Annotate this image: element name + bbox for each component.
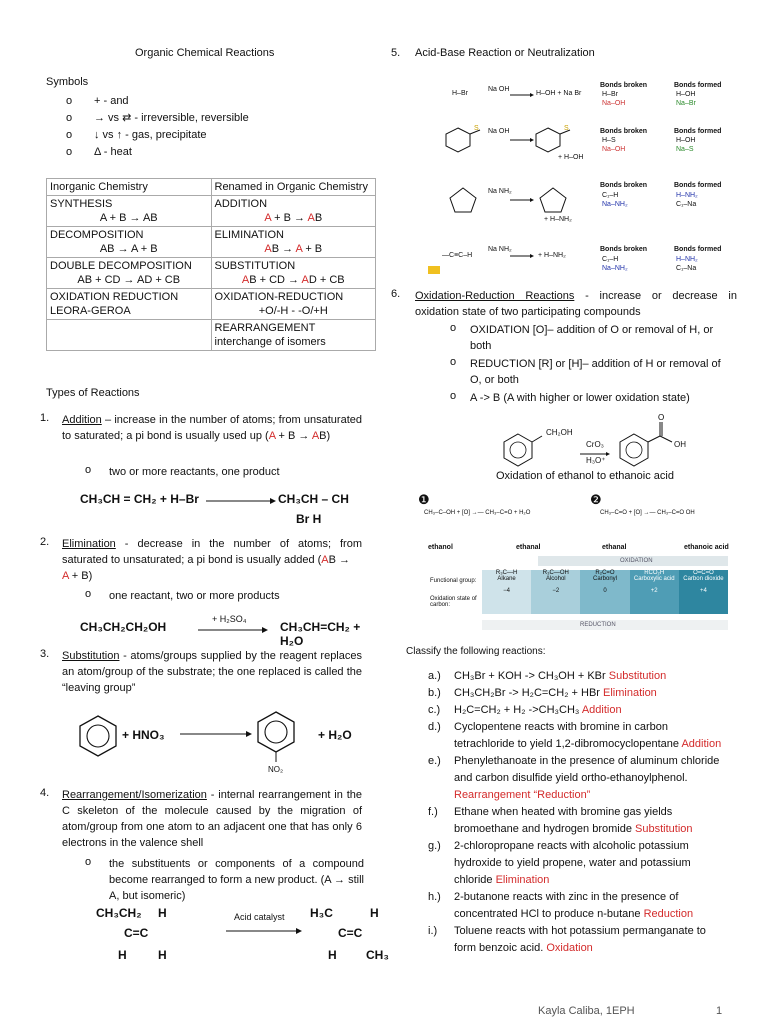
table-header — [47, 179, 376, 196]
desc: - atoms/groups supplied by the reagent replaces an atom/group of the substrate; the one replaced is called the “leaving group” — [62, 650, 362, 694]
desc: - decrease in the number of atoms; from saturated to unsaturated; a pi bond is usually added ( — [62, 538, 362, 566]
item-number: 4. — [40, 787, 50, 799]
functional-group-label: Functional group: — [430, 578, 477, 584]
equation-left: CH₃CH₂CH₂OH — [80, 620, 167, 634]
svg-text:S: S — [474, 125, 479, 132]
ethanol-label: ethanol — [428, 544, 453, 551]
base: Na NH₂ — [488, 246, 512, 253]
equation-right-sub: Br H — [296, 512, 322, 526]
page-title: Organic Chemical Reactions — [135, 47, 275, 59]
bullet-marker: o — [85, 856, 92, 868]
reaction-arrow — [510, 254, 534, 258]
group-cell: O=C=O Carbon dioxide +4 — [679, 570, 728, 614]
table-row — [47, 320, 376, 351]
ethanal-label: ethanal — [602, 544, 627, 551]
bond: Na–Br — [676, 100, 696, 107]
catalyst-label: Acid catalyst — [234, 912, 285, 922]
bond: Na–NH₂ — [602, 265, 628, 272]
cell-title: SUBSTITUTION — [214, 260, 296, 272]
highlight-marker — [428, 266, 440, 274]
desc: - internal rearrangement in the C skeleton of the molecule caused by the migration of atom/group from one atom to an adjacent one that has only 6 electrons in the valence shell — [62, 789, 362, 849]
group-cell: R₃C—OH Alcohol −2 — [531, 570, 580, 614]
classify-list — [428, 668, 728, 957]
reaction-arrow — [510, 138, 534, 142]
term: Rearrangement/Isomerization — [62, 789, 207, 801]
term: Oxidation-Reduction Reactions — [415, 290, 575, 302]
table-head-cell: Renamed in Organic Chemistry — [211, 179, 376, 196]
cyclohexyl-thiol — [446, 126, 482, 156]
classify-heading: Classify the following reactions: — [406, 646, 546, 657]
oxidation-scale — [430, 556, 730, 636]
sub-label: H — [158, 948, 167, 962]
bond: C₁–H — [602, 192, 619, 199]
bonds-broken-label: Bonds broken — [600, 82, 648, 89]
bonds-formed-label: Bonds formed — [674, 182, 722, 189]
table-cell — [211, 289, 376, 320]
bond: C₁–Na — [676, 201, 697, 208]
list-item: f.) Ethane when heated with bromine gas yields bromoethane and hydrogen bromide Substitution — [428, 806, 693, 835]
product: H–OH + Na Br — [536, 90, 582, 97]
list-item: a.) CH₃Br + KOH -> CH₃OH + KBr Substitution — [428, 670, 667, 682]
bond: Na–NH₂ — [602, 201, 628, 208]
base: Na OH — [488, 128, 510, 135]
desc: - increase or decrease in oxidation state of two participating compounds — [415, 290, 737, 318]
list-item: d.) Cyclopentene reacts with bromine in carbon tetrachloride to yield 1,2-dibromocyclopentane Addition — [428, 721, 722, 750]
product: + H₂O — [318, 728, 352, 742]
bullet-text: A -> B (A with higher or lower oxidation state) — [470, 392, 690, 404]
sub-label: CH₃ — [366, 948, 389, 962]
table-cell — [211, 258, 376, 289]
oxidation-state-label: Oxidation state of carbon: — [430, 596, 477, 608]
cell-title: OXIDATION-REDUCTION — [214, 291, 344, 303]
table-cell — [211, 196, 376, 227]
bond: H–OH — [676, 137, 696, 144]
bond: H–NH₂ — [676, 192, 698, 199]
table-cell — [211, 320, 376, 351]
cell-eq: LEORA-GEROA — [50, 305, 131, 317]
bond: H–OH — [676, 91, 696, 98]
table-cell — [47, 196, 212, 227]
sub-label: H₃C — [310, 906, 333, 920]
reaction-arrow — [180, 731, 252, 737]
list-item: g.) 2-chloropropane reacts with alcoholic potassium hydroxide to yield propene, water and potassium chloride Elimination — [428, 840, 691, 886]
step-marker: ❶ — [418, 492, 430, 507]
bond: Na–OH — [602, 146, 626, 153]
sub-label: H — [328, 948, 337, 962]
bullet-text: REDUCTION [R] or [H]– addition of H or removal of O, or both — [470, 358, 721, 386]
bullet-marker: o — [85, 464, 92, 476]
equation-right: CH₃CH – CH — [278, 492, 349, 506]
bonds-broken-label: Bonds broken — [600, 246, 648, 253]
section-number: 6. — [391, 288, 401, 300]
reaction-arrow — [510, 93, 534, 97]
base: Na OH — [488, 86, 510, 93]
cell-title: ELIMINATION — [214, 229, 284, 241]
cell-eq: A + B → AB — [264, 212, 323, 224]
table-row — [47, 196, 376, 227]
bullet-marker: o — [450, 356, 457, 368]
bonds-formed-label: Bonds formed — [674, 246, 722, 253]
h3o-label: H₃O⁺ — [586, 456, 606, 465]
footer-page-number: 1 — [716, 1005, 723, 1017]
reaction-arrow — [226, 928, 302, 934]
equation-left: CH₃CH = CH₂ + H–Br — [80, 492, 199, 506]
item-number: 3. — [40, 648, 50, 660]
section-title: Acid-Base Reaction or Neutralization — [415, 47, 595, 59]
item-number: 2. — [40, 536, 50, 548]
product: + H–OH — [558, 154, 584, 161]
section-number: 5. — [391, 47, 401, 59]
bond: Na–S — [676, 146, 694, 153]
symbol-item: o Δ - heat — [66, 144, 249, 161]
bond: H–Br — [602, 91, 618, 98]
cyclopentadienide — [538, 186, 568, 214]
bonds-broken-label: Bonds broken — [600, 182, 648, 189]
cyclohexyl-thiolate — [536, 126, 572, 156]
cell-title: DOUBLE DECOMPOSITION — [50, 260, 192, 272]
cell-eq: AB + CD → AD + CB — [77, 274, 181, 286]
cell-title: DECOMPOSITION — [50, 229, 144, 241]
table-cell — [47, 227, 212, 258]
cell-title: REARRANGEMENT — [214, 322, 316, 334]
symbols-heading: Symbols — [46, 76, 89, 88]
bonds-formed-label: Bonds formed — [674, 82, 722, 89]
functional-groups — [482, 570, 728, 614]
benzyl-alcohol — [502, 426, 546, 470]
figure-caption: Oxidation of ethanol to ethanoic acid — [496, 470, 674, 482]
cell-eq: AB → A + B — [99, 243, 158, 255]
symbol-item: o ↓ vs ↑ - gas, precipitate — [66, 127, 249, 144]
cell-title: OXIDATION REDUCTION — [50, 291, 179, 303]
bullet-marker: o — [85, 588, 92, 600]
table-head-cell: Inorganic Chemistry — [47, 179, 212, 196]
bullet-text: two or more reactants, one product — [109, 466, 280, 478]
bullet-marker: o — [450, 390, 457, 402]
table-row — [47, 258, 376, 289]
cell-eq: AB + CD → AD + CB — [241, 274, 345, 286]
acid-base-figure — [388, 72, 736, 282]
reactant: H–Br — [452, 90, 468, 97]
bond: Na–OH — [602, 100, 626, 107]
rearrangement-equation — [94, 906, 414, 966]
term: Addition — [62, 414, 102, 426]
bullet-text: the substituents or components of a compound become rearranged to form a new product. (A → still A, but isomeric) — [109, 858, 364, 902]
symbols-list — [66, 93, 249, 161]
list-item: e.) Phenylethanoate in the presence of aluminum chloride and carbon disulfide yield ortho-ethanoylphenol. Rearrangement “Reduction” — [428, 755, 720, 801]
oxidation-label: OXIDATION — [620, 558, 653, 564]
bond: H–S — [602, 137, 616, 144]
symbol-item: o + - and — [66, 93, 249, 110]
oh-label: OH — [674, 440, 686, 449]
ethanal-label: ethanal — [516, 544, 541, 551]
table-row — [47, 227, 376, 258]
list-item: c.) H₂C=CH₂ + H₂ ->CH₃CH₃ Addition — [428, 704, 622, 716]
bond: C₁–H — [602, 256, 619, 263]
sub-label: CH₃CH₂ — [96, 906, 142, 920]
reduction-label: REDUCTION — [580, 622, 616, 628]
reaction-arrow — [510, 198, 534, 202]
base: Na NH₂ — [488, 188, 512, 195]
reaction-arrow — [198, 627, 268, 633]
cell-eq: interchange of isomers — [214, 336, 326, 348]
list-item: i.) Toluene reacts with hot potassium permanganate to form benzoic acid. Oxidation — [428, 925, 706, 954]
bonds-formed-label: Bonds formed — [674, 128, 722, 135]
cell-title: ADDITION — [214, 198, 268, 210]
table-row — [47, 289, 376, 320]
no2-label: NO₂ — [268, 765, 284, 774]
group-cell: R₂C=O Carbonyl 0 — [580, 570, 629, 614]
table-cell — [211, 227, 376, 258]
ch2oh-label: CH₂OH — [546, 428, 573, 437]
svg-text:O: O — [658, 413, 665, 422]
bonds-broken-label: Bonds broken — [600, 128, 648, 135]
list-item: b.) CH₃CH₂Br -> H₂C=CH₂ + HBr Elimination — [428, 687, 657, 699]
reaction-arrow — [206, 498, 276, 504]
cell-eq: AB → A + B — [264, 243, 323, 255]
sub-label: H — [370, 906, 379, 920]
reagent: + HNO₃ — [122, 728, 165, 742]
sub-label: H — [118, 948, 127, 962]
double-bond: C=C — [124, 926, 149, 940]
symbol-item: o → vs ⇄ - irreversible, reversible — [66, 110, 249, 127]
step-marker: ❷ — [590, 492, 602, 507]
section-redox — [415, 288, 737, 320]
list-item: h.) 2-butanone reacts with zinc in the presence of concentrated HCl to produce n-butane Reduction — [428, 891, 694, 920]
item-number: 1. — [40, 412, 50, 424]
footer-author: Kayla Caliba, 1EPH — [538, 1005, 635, 1017]
item-text: Addition – increase in the number of atoms; from unsaturated to saturated; a pi bond is usually used up (A + B → AB) — [62, 414, 362, 442]
item-text: Elimination - decrease in the number of atoms; from saturated to unsaturated; a pi bond is usually added (AB → A + B) — [62, 538, 362, 582]
types-heading: Types of Reactions — [46, 387, 140, 399]
term: Substitution — [62, 650, 120, 662]
table-cell — [47, 258, 212, 289]
bond: C₁–Na — [676, 265, 697, 272]
product: + H–NH₂ — [538, 252, 566, 259]
bullet-text: one reactant, two or more products — [109, 590, 280, 602]
bond: H–NH₂ — [676, 256, 698, 263]
cell-eq: A + B → AB — [99, 212, 158, 224]
table-cell — [47, 320, 212, 351]
term: Elimination — [62, 538, 116, 550]
sub-label: H — [158, 906, 167, 920]
group-cell: RCO₂H Carboxylic acid +2 — [630, 570, 679, 614]
group-cell: R₃C—H Alkane −4 — [482, 570, 531, 614]
ethanoic-acid-label: ethanoic acid — [684, 544, 729, 551]
cell-eq: +O/-H - -O/+H — [258, 305, 328, 317]
desc: – increase in the number of atoms; from unsaturated to saturated; a pi bond is usually used up ( — [62, 414, 362, 442]
nitrobenzene-ring — [256, 710, 296, 754]
cyclopentadiene — [448, 186, 478, 214]
item-text — [62, 787, 362, 851]
benzene-ring — [78, 714, 118, 758]
table-cell — [47, 289, 212, 320]
item-text — [62, 648, 362, 696]
cell-title: SYNTHESIS — [50, 198, 113, 210]
bullet-text: OXIDATION [O]– addition of O or removal of H, or both — [470, 324, 714, 352]
product: + H–NH₂ — [544, 216, 572, 223]
catalyst-label: + H₂SO₄ — [212, 614, 247, 624]
double-bond: C=C — [338, 926, 363, 940]
equation-right: CH₃CH=CH₂ + H₂O — [280, 620, 361, 648]
reaction-table — [46, 178, 376, 351]
bullet-marker: o — [450, 322, 457, 334]
reactant: —C≡C–H — [442, 252, 473, 259]
svg-text:S: S — [564, 125, 569, 132]
reagent-label: CrO₃ — [586, 440, 604, 449]
